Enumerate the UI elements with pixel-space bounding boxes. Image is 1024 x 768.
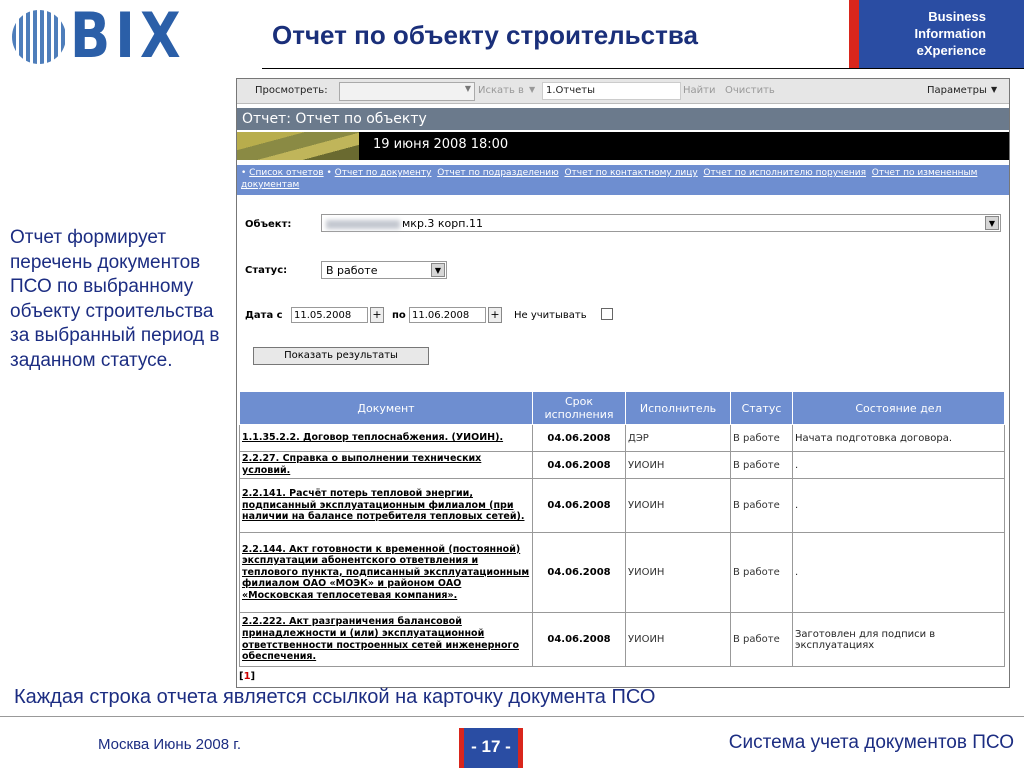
date-to-label: по <box>392 310 406 321</box>
column-header-document: Документ <box>240 392 533 425</box>
header-divider <box>262 68 1024 69</box>
report-banner <box>237 132 1009 160</box>
row-status: В работе <box>731 613 793 667</box>
row-due-date: 04.06.2008 <box>533 533 626 613</box>
row-state: . <box>793 533 1005 613</box>
row-executor: УИОИН <box>626 533 731 613</box>
chevron-down-icon: ▼ <box>464 84 471 93</box>
bix-logo <box>12 0 212 72</box>
row-document-link[interactable]: 1.1.35.2.2. Договор теплоснабжения. (УИОИН). <box>240 425 533 452</box>
column-header-state: Состояние дел <box>793 392 1005 425</box>
link-report-contact[interactable]: Отчет по контактному лицу <box>564 168 698 178</box>
banner-decoration <box>237 132 359 160</box>
column-header-due-date: Срок исполнения <box>533 392 626 425</box>
pager: [1] <box>239 671 256 682</box>
date-from-input[interactable]: 11.05.2008 <box>291 307 368 323</box>
clear-link[interactable]: Очистить <box>725 85 775 96</box>
bullet-icon: • <box>323 168 335 178</box>
table-row[interactable] <box>240 479 1005 533</box>
show-results-button[interactable]: Показать результаты <box>253 347 429 365</box>
row-executor: УИОИН <box>626 479 731 533</box>
row-state: Заготовлен для подписи в эксплуатациях <box>793 613 1005 667</box>
row-executor: УИОИН <box>626 613 731 667</box>
row-document-link[interactable]: 2.2.27. Справка о выполнении технических условий. <box>240 452 533 479</box>
chevron-down-icon[interactable]: ▼ <box>529 85 536 94</box>
row-due-date: 04.06.2008 <box>533 425 626 452</box>
object-value: мкр.3 корп.11 <box>402 217 483 230</box>
app-toolbar <box>237 79 1009 104</box>
link-report-list[interactable]: Список отчетов <box>249 168 324 178</box>
status-label: Статус: <box>245 265 288 276</box>
row-due-date: 04.06.2008 <box>533 613 626 667</box>
brand-red-stripe <box>849 0 859 68</box>
search-input[interactable]: 1.Отчеты <box>542 82 681 100</box>
row-state: . <box>793 452 1005 479</box>
ignore-label: Не учитывать <box>514 310 587 321</box>
slide-caption: Каждая строка отчета является ссылкой на карточку документа ПСО <box>14 686 656 708</box>
page-link[interactable]: 1 <box>243 671 251 682</box>
date-to-input[interactable]: 11.06.2008 <box>409 307 486 323</box>
page-number: - 17 - <box>459 728 523 768</box>
row-executor: УИОИН <box>626 452 731 479</box>
report-header: Отчет: Отчет по объекту <box>237 108 1009 130</box>
table-row[interactable] <box>240 425 1005 452</box>
logo-text: BIX <box>70 0 186 72</box>
brand-line-1: Business <box>928 9 986 24</box>
link-report-document[interactable]: Отчет по документу <box>334 168 432 178</box>
globe-icon <box>12 10 66 64</box>
row-status: В работе <box>731 425 793 452</box>
footer-divider <box>0 716 1024 717</box>
chevron-down-icon[interactable]: ▼ <box>985 216 999 230</box>
row-status: В работе <box>731 533 793 613</box>
chevron-down-icon[interactable]: ▼ <box>431 263 445 277</box>
row-status: В работе <box>731 452 793 479</box>
brand-box <box>859 0 1024 68</box>
link-report-department[interactable]: Отчет по подразделению <box>437 168 559 178</box>
link-report-executor[interactable]: Отчет по исполнителю поручения <box>703 168 867 178</box>
row-executor: ДЭР <box>626 425 731 452</box>
status-value: В работе <box>326 264 378 277</box>
date-from-picker-icon[interactable]: + <box>370 307 384 323</box>
object-select[interactable] <box>321 214 1001 232</box>
search-in-label[interactable]: Искать в <box>478 85 524 96</box>
results-table <box>239 391 1005 667</box>
row-document-link[interactable]: 2.2.144. Акт готовности к временной (постоянной) эксплуатации абонентского ответвления и теплового пункта, подписанный эксплуатационным филиалом ОАО «МОЭК» и районом ОАО «Московская теплосетевая компания». <box>240 533 533 613</box>
find-link[interactable]: Найти <box>683 85 716 96</box>
brand-line-3: eXperience <box>916 43 986 58</box>
ignore-checkbox[interactable] <box>601 308 613 320</box>
slide-title: Отчет по объекту строительства <box>272 20 698 50</box>
row-due-date: 04.06.2008 <box>533 452 626 479</box>
status-select[interactable] <box>321 261 447 279</box>
date-to-picker-icon[interactable]: + <box>488 307 502 323</box>
link-report-changed-docs[interactable]: Отчет по измененным документам <box>241 168 978 190</box>
table-row[interactable] <box>240 533 1005 613</box>
row-status: В работе <box>731 479 793 533</box>
table-header-row <box>240 392 1005 425</box>
column-header-status: Статус <box>731 392 793 425</box>
object-redacted <box>326 220 400 229</box>
row-document-link[interactable]: 2.2.141. Расчёт потерь тепловой энергии, подписанный эксплуатационным филиалом (при наличии на балансе потребителя тепловых сетей). <box>240 479 533 533</box>
date-from-label: Дата с <box>245 310 283 321</box>
footer-location-date: Москва Июнь 2008 г. <box>98 736 242 753</box>
row-state: Начата подготовка договора. <box>793 425 1005 452</box>
column-header-executor: Исполнитель <box>626 392 731 425</box>
row-state: . <box>793 479 1005 533</box>
object-label: Объект: <box>245 219 292 230</box>
report-links <box>237 165 1009 195</box>
table-row[interactable] <box>240 452 1005 479</box>
row-document-link[interactable]: 2.2.222. Акт разграничения балансовой принадлежности и (или) эксплуатационной ответственности построенных сетей инженерного обеспечения. <box>240 613 533 667</box>
bullet-icon: • <box>241 168 250 178</box>
table-row[interactable] <box>240 613 1005 667</box>
report-datetime: 19 июня 2008 18:00 <box>373 137 509 152</box>
brand-line-2: Information <box>914 26 986 41</box>
params-menu[interactable]: Параметры <box>927 85 987 96</box>
slide-description: Отчет формирует перечень документов ПСО по выбранному объекту строительства за выбранный период в заданном статусе. <box>10 227 220 371</box>
row-due-date: 04.06.2008 <box>533 479 626 533</box>
chevron-down-icon[interactable]: ▼ <box>991 85 998 94</box>
view-select[interactable] <box>339 82 475 101</box>
footer-system-name: Система учета документов ПСО <box>728 732 1014 753</box>
view-label: Просмотреть: <box>255 85 328 96</box>
app-screenshot <box>236 78 1010 688</box>
